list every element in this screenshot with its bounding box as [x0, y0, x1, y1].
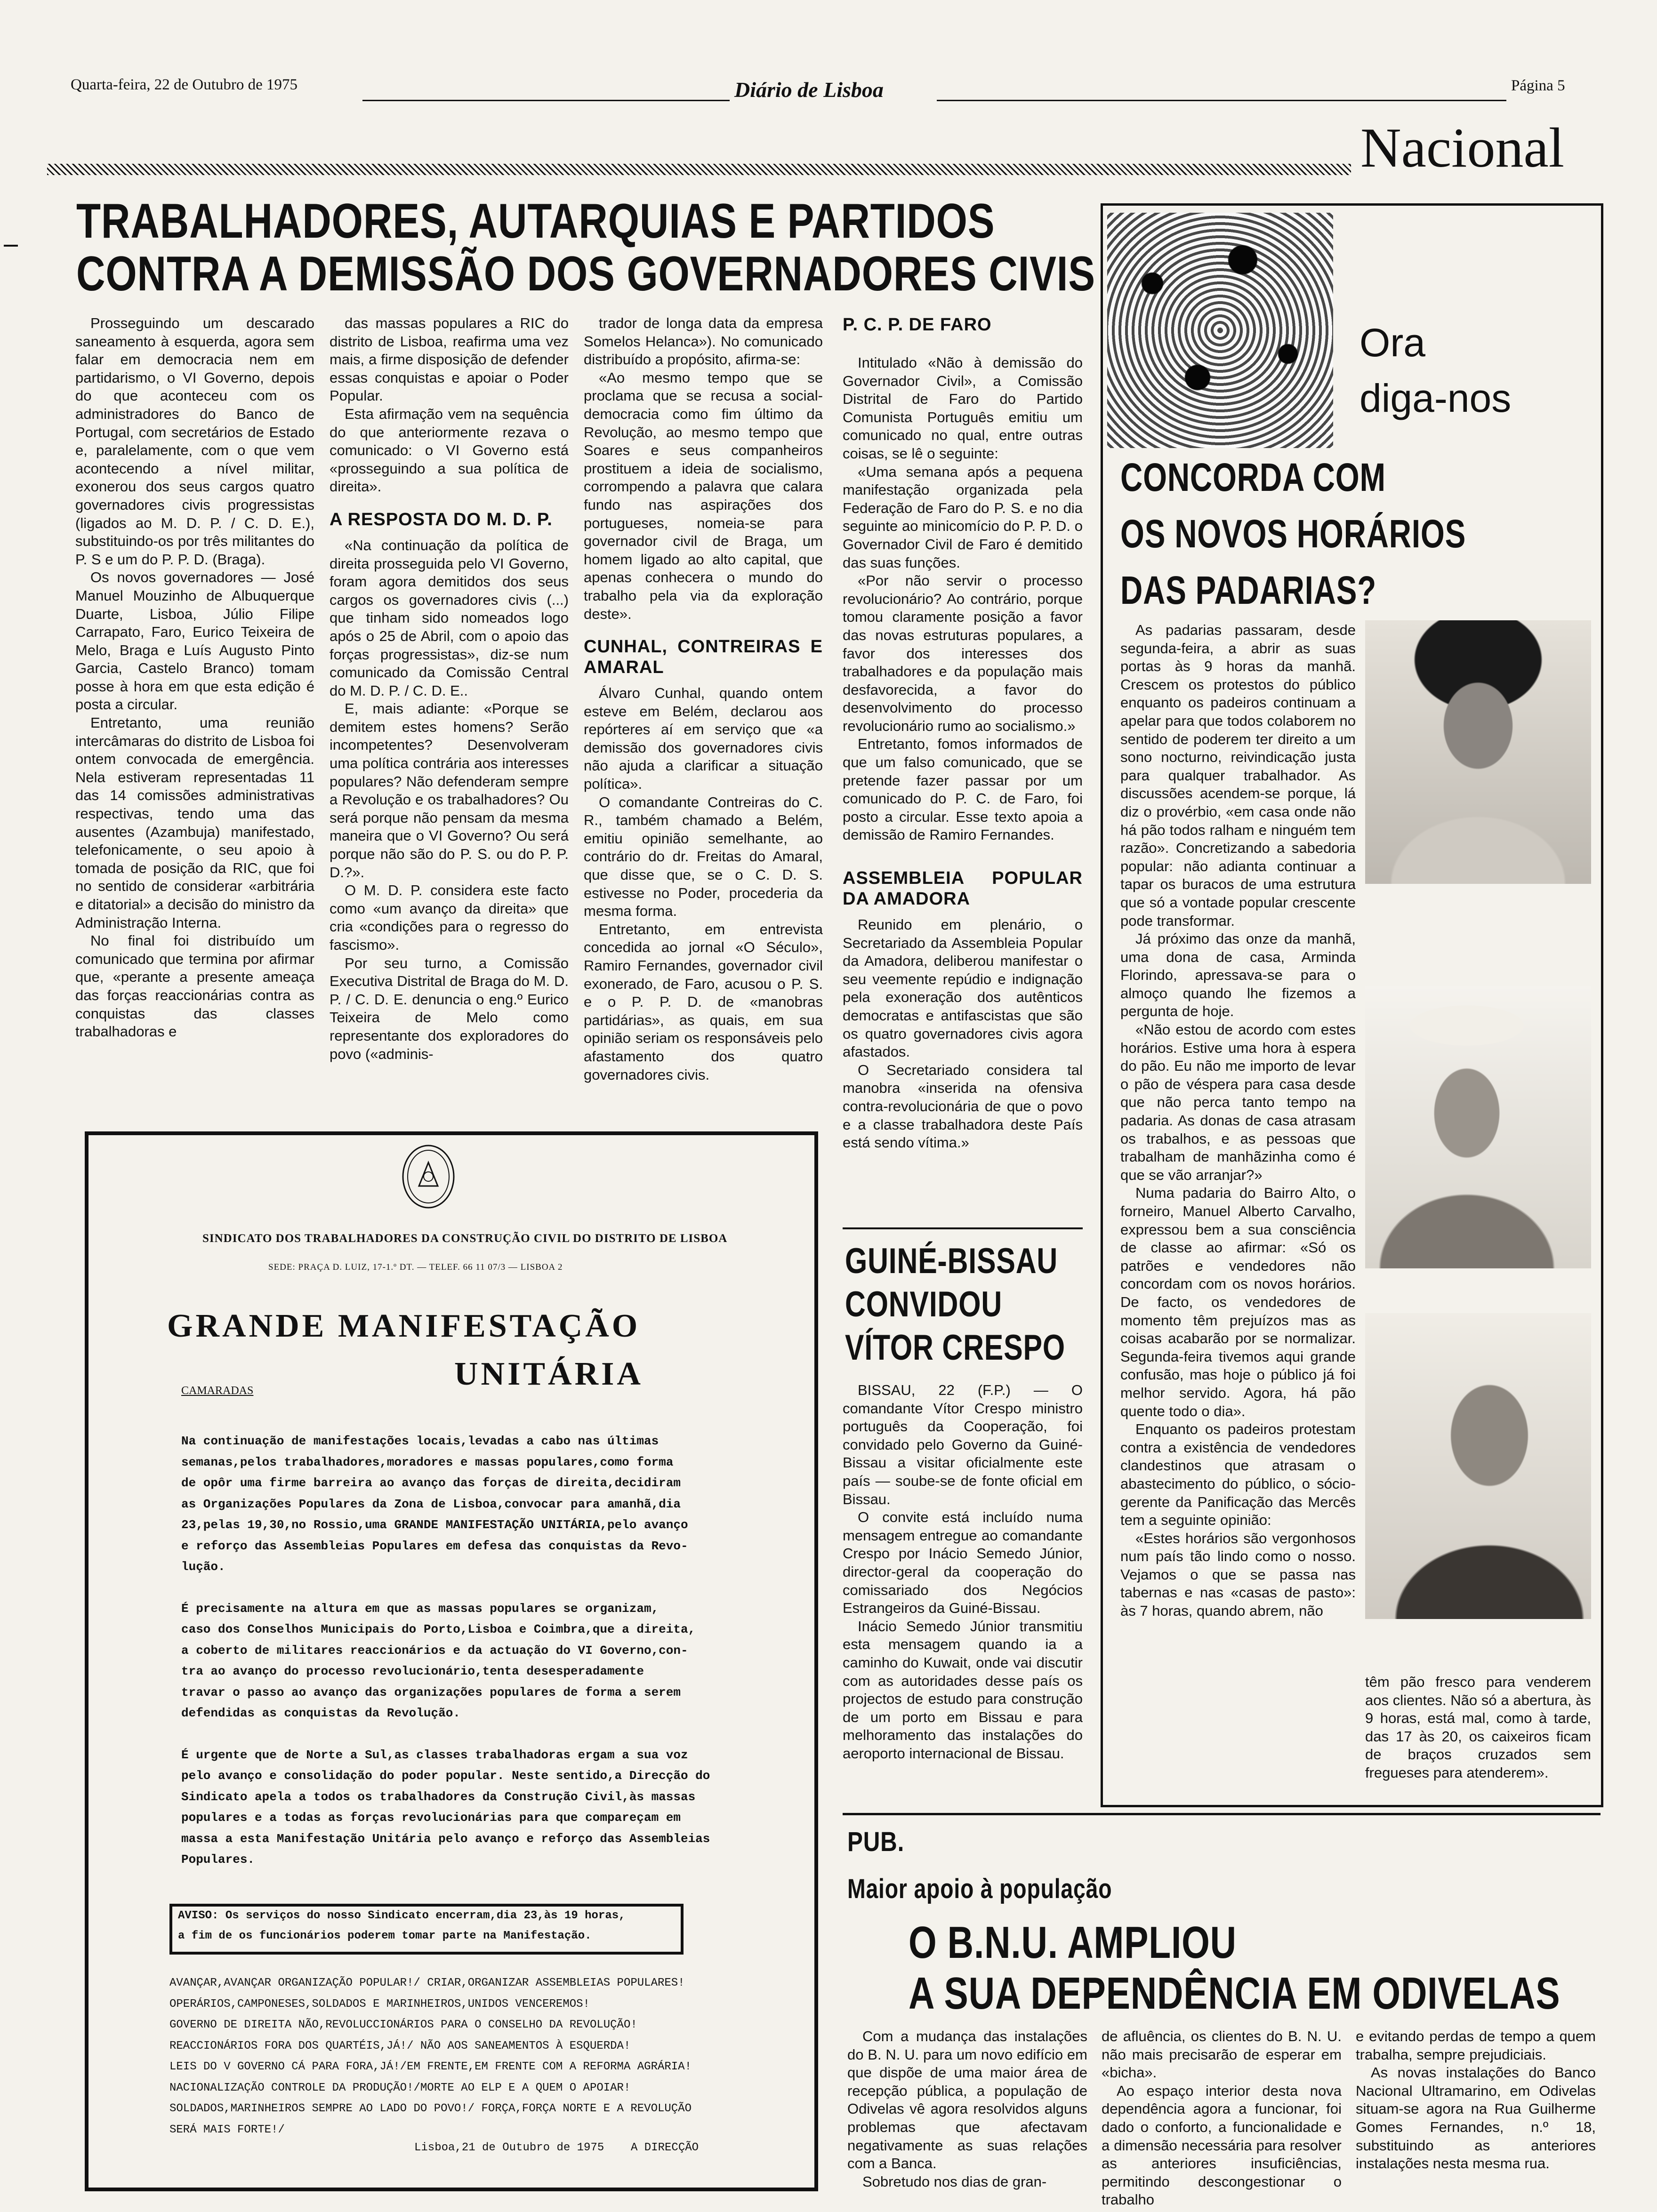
paragraph: Álvaro Cunhal, quando ontem esteve em Belém, declarou aos repórteres aí em serviço que «a demissão dos governadores civis não ajuda a clarificar a situação política». — [584, 685, 823, 793]
paragraph: As novas instalações do Banco Nacional Ultramarino, em Odivelas situam-se agora na Rua Guilherme Gomes Fernandes, n.º 18, substituindo as anteriores instalações nesta mesma rua. — [1356, 2064, 1596, 2172]
slogan-line: AVANÇAR,AVANÇAR ORGANIZAÇÃO POPULAR!/ CRIAR,ORGANIZAR ASSEMBLEIAS POPULARES! — [169, 1977, 685, 1989]
main-column-1 — [75, 314, 314, 1041]
paragraph: têm pão fresco para venderem aos clientes. Não só a abertura, às 9 horas, está mal, como à tarde, das 17 às 20, os caixeiros ficam de braços cruzados sem fregueses para atenderem». — [1365, 1674, 1591, 1781]
union-emblem-icon — [400, 1144, 457, 1210]
paragraph: Já próximo das onze da manhã, uma dona de casa, Arminda Florindo, apressava-se para o almoço quando lhe fizemos a pergunta de hoje. — [1120, 930, 1356, 1020]
paragraph: O comandante Contreiras do C. R., também chamado a Belém, emitiu opinião semelhante, ao contrário do dr. Freitas do Amaral, que disse que, se o C. D. S. estivesse no Poder, procederia da mesma forma. — [584, 793, 823, 920]
ad-line: defendidas as conquistas da Revolução. — [181, 1706, 460, 1720]
ad-salutation: CAMARADAS — [181, 1385, 254, 1397]
ad-body-text — [181, 1431, 710, 1870]
main-headline-line-2: CONTRA A DEMISSÃO DOS GOVERNADORES CIVIS — [76, 247, 1096, 301]
guine-top-rule — [843, 1227, 1083, 1229]
ad-title-line-1: GRANDE MANIFESTAÇÃO — [167, 1308, 641, 1344]
slogan-line: GOVERNO DE DIREITA NÃO,REVOLUCCIONÁRIOS PARA O CONSELHO DA REVOLUÇÃO! — [169, 2019, 637, 2031]
slogan-line: SERÁ MAIS FORTE!/ — [169, 2123, 285, 2136]
ad-line: Na continuação de manifestações locais,levadas a cabo nas últimas — [181, 1434, 659, 1448]
ad-signature-date: Lisboa,21 de Outubro de 1975 — [414, 2141, 604, 2154]
ad-line: pelo avanço e consolidação do poder popular. Neste sentido,a Direcção do — [181, 1769, 710, 1783]
subhead-mdp: A RESPOSTA DO M. D. P. — [330, 509, 553, 529]
paragraph: O Secretariado considera tal manobra «inserida na ofensiva contra-revolucionária de que o povo e a classe trabalhadora deste País está sendo vítima.» — [843, 1061, 1083, 1151]
subhead-pcp-faro: P. C. P. DE FARO — [843, 315, 992, 335]
ad-line — [181, 1578, 710, 1598]
ad-line: tra ao avanço do processo revolucionário,tenta desesperadamente — [181, 1664, 644, 1678]
page-number: Página 5 — [1511, 77, 1565, 94]
masthead-rule-right — [937, 100, 1506, 101]
paragraph: Entretanto, em entrevista concedida ao jornal «O Século», Ramiro Fernandes, governador civil exonerado, de Faro, acusou o P. S. e o P. P. D. de «manobras partidárias», as quais, em sua opinião seriam os responsáveis pelo afastamento dos quatro governadores civis. — [584, 921, 823, 1083]
ad-line: as Organizações Populares da Zona de Lisboa,convocar para amanhã,dia — [181, 1497, 681, 1511]
paragraph: Intitulado «Não à demissão do Governador Civil», a Comissão Distrital de Faro do Partido Comunista Português emitiu um comunicado no qual, entre outras coisas, se lê o seguinte: — [843, 354, 1083, 462]
paragraph: «Não estou de acordo com estes horários. Estive uma hora à espera do pão. Eu não me importo de levar o pão de véspera para casa desde que não perca tanto tempo na padaria. As donas de casa atrasam os trabalhos, e as pessoas que trabalham de manhãzinha como é que se vão arranjar?» — [1120, 1021, 1356, 1183]
guine-headline-line-2: CONVIDOU — [845, 1284, 1003, 1324]
paragraph: Reunido em plenário, o Secretariado da Assembleia Popular da Amadora, deliberou manifestar o seu veemente repúdio e indignação pela exoneração dos autênticos democratas e antifascistas que são os quatro governadores civis agora afastados. — [843, 916, 1083, 1060]
ad-line: lução. — [181, 1560, 225, 1574]
union-address: SEDE: PRAÇA D. LUIZ, 17-1.º DT. — TELEF. 66 11 07/3 — LISBOA 2 — [268, 1262, 563, 1272]
ad-line: e reforço das Assembleias Populares em defesa das conquistas da Revo- — [181, 1539, 688, 1553]
paragraph: O convite está incluído numa mensagem entregue ao comandante Crespo por Inácio Semedo Júnior, director-geral da cooperação do comissariado dos Negócios Estrangeiros da Guiné-Bissau. — [843, 1509, 1083, 1617]
newspaper-title: Diário de Lisboa — [734, 78, 884, 102]
guine-headline-line-1: GUINÉ-BISSAU — [845, 1241, 1058, 1281]
paragraph: Sobretudo nos dias de gran- — [862, 2173, 1047, 2190]
sidebar-headline-line-3: DAS PADARIAS? — [1120, 568, 1377, 612]
sidebar-kicker-1: Ora — [1359, 321, 1426, 365]
ad-notice-line-2: a fim de os funcionários poderem tomar parte na Manifestação. — [178, 1930, 592, 1942]
union-name: SINDICATO DOS TRABALHADORES DA CONSTRUÇÃO CIVIL DO DISTRITO DE LISBOA — [202, 1232, 728, 1245]
paragraph: «Estes horários são vergonhosos num país tão lindo como o nosso. Vejamos o que se passa nas tabernas e nas «casas de pasto»: às 7 horas, quando abrem, não — [1120, 1530, 1356, 1619]
paragraph: Ao espaço interior desta nova dependência agora a funcionar, foi dado o conforto, a funcionalidade e a dimensão necessária para resolver as anteriores insuficiências, permitindo descongestionar o trabalho — [1102, 2082, 1342, 2208]
ad-title-line-2: UNITÁRIA — [454, 1356, 643, 1392]
pub-headline-line-1: O B.N.U. AMPLIOU — [909, 1917, 1237, 1968]
main-headline-line-1: TRABALHADORES, AUTARQUIAS E PARTIDOS — [76, 194, 995, 248]
paragraph: Numa padaria do Bairro Alto, o forneiro, Manuel Alberto Carvalho, expressou bem a sua consciência de classe ao afirmar: «Só os patrões e vendedores não concordam com os novos horários. De facto, os vendedores de momento têm prejuízos mas as coisas acabarão por se normalizar. Segunda-feira tivemos aqui grande confusão, mas hoje o público já foi melhor servido. Agora, há pão quente todo o dia». — [1120, 1185, 1356, 1419]
paragraph: Os novos governadores — José Manuel Mouzinho de Albuquerque Duarte, Lisboa, Júlio Filipe Carrapato, Faro, Eurico Teixeira de Melo, Braga e Luís Augusto Pinto Garcia, Castelo Branco) tomam posse à hora em que esta edição é posta a circular. — [75, 569, 314, 713]
paragraph: trador de longa data da empresa Somelos Helanca»). No comunicado distribuído a propósito, afirma-se: — [584, 315, 823, 368]
slogan-line: SOLDADOS,MARINHEIROS SEMPRE AO LADO DO POVO!/ FORÇA,FORÇA NORTE E A REVOLUÇÃO — [169, 2102, 692, 2115]
paragraph: de afluência, os clientes do B. N. U. não mais precisarão de esperar em «bicha». — [1102, 2028, 1342, 2081]
ad-line: 23,pelas 19,30,no Rossio,uma GRANDE MANIFESTAÇÃO UNITÁRIA,pelo avanço — [181, 1518, 688, 1532]
guine-body — [843, 1381, 1083, 1763]
main-column-4 — [843, 314, 1083, 1152]
section-label: Nacional — [1360, 116, 1565, 179]
paragraph: Com a mudança das instalações do B. N. U. para um novo edifício em que dispõe de uma maior área de recepção pública, a população de Odivelas vê agora resolvidos alguns problemas que afectavam negativamente as suas relações com a Banca. — [847, 2028, 1087, 2172]
ad-line: massa a esta Manifestação Unitária pelo avanço e reforço das Assembleias — [181, 1831, 710, 1846]
pub-top-rule — [843, 1813, 1601, 1815]
main-column-3 — [584, 314, 823, 1084]
issue-date: Quarta-feira, 22 de Outubro de 1975 — [71, 76, 298, 93]
ad-line: semanas,pelos trabalhadores,moradores e massas populares,como forma — [181, 1455, 674, 1469]
paragraph: e evitando perdas de tempo a quem trabalha, sempre prejudiciais. — [1356, 2028, 1596, 2063]
ad-line: É precisamente na altura em que as massas populares se organizam, — [181, 1601, 659, 1616]
paragraph: Prosseguindo um descarado saneamento à esquerda, agora sem falar em democracia nem em partidarismo, o VI Governo, depois do que aconteceu com os administradores do Banco de Portugal, com secretários de Estado e, paralelamente, com o que vem acontecendo a nível militar, exonerou dos seus cargos quatro governadores civis progressistas (ligados ao M. D. P. / C. D. E.), substituindo-os por três militantes do P. S e um do P. P. D. (Braga). — [75, 315, 314, 568]
portrait-woman-photo — [1365, 620, 1591, 884]
sidebar-text — [1120, 621, 1356, 1620]
masthead-rule-left — [362, 100, 730, 101]
sidebar-kicker-2: diga-nos — [1359, 376, 1512, 420]
paragraph: As padarias passaram, desde segunda-feira, a abrir as suas portas às 9 horas da manhã. Crescem os protestos do público enquanto os padeiros continuam a apelar para que todos colaborem no sentido de poderem ter direito a um sono nocturno, reivindicação justa para qualquer trabalhador. As discussões acendem-se porque, lá diz o provérbio, «em casa onde não há pão todos ralham e ninguém tem razão». Concretizando a sabedoria popular: não adianta continuar a tapar os buracos de uma estrutura que só a vontade popular crescente pode transformar. — [1120, 622, 1356, 929]
paragraph: O M. D. P. considera este facto como «um avanço da direita» que cria «condições para o regresso do fascismo». — [330, 882, 569, 953]
ad-line: Sindicato apela a todos os trabalhadores da Construção Civil,às massas — [181, 1789, 696, 1804]
sidebar-headline-line-2: OS NOVOS HORÁRIOS — [1120, 512, 1466, 556]
slogan-line: OPERÁRIOS,CAMPONESES,SOLDADOS E MARINHEIROS,UNIDOS VENCEREMOS! — [169, 1997, 590, 2011]
portrait-young-man-photo — [1365, 986, 1591, 1268]
ad-line: Populares. — [181, 1852, 255, 1867]
paragraph: das massas populares a RIC do distrito de Lisboa, reafirma uma vez mais, a firme disposição de defender essas conquistas e apoiar o Poder Popular. — [330, 315, 569, 404]
pub-label: PUB. — [847, 1827, 905, 1857]
guine-headline-line-3: VÍTOR CRESPO — [845, 1328, 1065, 1368]
ad-signature: A DIRECÇÃO — [631, 2141, 699, 2154]
paragraph: «Por não servir o processo revolucionário? Ao contrário, porque tomou claramente posição a favor das novas estruturas populares, a favor dos interesses dos trabalhadores e da população mais desfavorecida, a favor do desenvolvimento do processo revolucionário rumo ao socialismo.» — [843, 572, 1083, 734]
ad-line: populares e a todas as forças revolucionárias para que compareçam em — [181, 1811, 681, 1825]
paragraph: Esta afirmação vem na sequência do que anteriormente rezava o comunicado: o VI Governo está «prosseguindo a sua política de direita». — [330, 405, 569, 495]
left-margin-mark — [4, 245, 18, 247]
slogan-line: NACIONALIZAÇÃO CONTROLE DA PRODUÇÃO!/MORTE AO ELP E A QUEM O APOIAR! — [169, 2081, 631, 2094]
paragraph: No final foi distribuído um comunicado que termina por afirmar que, «perante a presente ameaça das forças reaccionárias contra as conquistas das classes trabalhadoras e — [75, 932, 314, 1040]
paragraph: BISSAU, 22 (F.P.) — O comandante Vítor Crespo ministro português da Cooperação, foi convidado pelo Governo da Guiné-Bissau a visitar oficialmente este país — soube-se de fonte oficial em Bissau. — [843, 1382, 1083, 1507]
pub-column-2 — [1102, 2028, 1342, 2209]
sidebar-text-continued — [1365, 1673, 1591, 1782]
pub-headline-line-2: A SUA DEPENDÊNCIA EM ODIVELAS — [909, 1968, 1560, 2019]
ad-line — [181, 1724, 710, 1745]
ad-slogans — [169, 1973, 692, 2140]
portrait-older-man-photo — [1365, 1313, 1591, 1619]
paragraph: Inácio Semedo Júnior transmitiu esta mensagem quando ia a caminho do Kuwait, onde vai discutir com as autoridades desse país os projectos de estudo para construção de um porto em Bissau e para melhoramento das instalações do aeroporto internacional de Bissau. — [843, 1618, 1083, 1762]
section-hatch-bar — [47, 164, 1351, 175]
pub-kicker: Maior apoio à população — [847, 1874, 1112, 1904]
sidebar-headline-line-1: CONCORDA COM — [1120, 455, 1386, 499]
paragraph: Entretanto, uma reunião intercâmaras do distrito de Lisboa foi ontem convocada de emergência. Nela estiveram representadas 11 das 14 comissões administrativas respectivas, tendo uma das ausentes (Azambuja) manifestado, telefonicamente, o seu apoio à tomada de posição da RIC, que foi no sentido de considerar «arbitrária e ditatorial» a decisão do ministro da Administração Interna. — [75, 714, 314, 931]
subhead-cunhal: CUNHAL, CONTREIRAS E AMARAL — [584, 637, 823, 678]
paragraph: «Na continuação da política de direita prosseguida pelo VI Governo, foram agora demitidos dos seus cargos os governadores civis (...) que tinham sido nomeados logo após o 25 de Abril, com o apoio das forças progressistas», diz-se num comunicado da Comissão Central do M. D. P. / C. D. E.. — [330, 537, 569, 699]
main-column-2 — [330, 314, 569, 1063]
subhead-amadora: ASSEMBLEIA POPULAR DA AMADORA — [843, 868, 1083, 909]
slogan-line: REACCIONÁRIOS FORA DOS QUARTÉIS,JÁ!/ NÃO AOS SANEAMENTOS À ESQUERDA! — [169, 2039, 631, 2052]
paragraph: «Uma semana após a pequena manifestação organizada pela Federação de Faro do P. S. e no dia seguinte ao minicomício do P. P. D. o Governador Civil de Faro é demitido das suas funções. — [843, 463, 1083, 571]
ad-line: É urgente que de Norte a Sul,as classes trabalhadoras ergam a sua voz — [181, 1747, 688, 1762]
ad-line: caso dos Conselhos Municipais do Porto,Lisboa e Coimbra,que a direita, — [181, 1622, 696, 1636]
ad-notice-line-1: AVISO: Os serviços do nosso Sindicato encerram,dia 23,às 19 horas, — [178, 1909, 626, 1922]
pub-column-1 — [847, 2028, 1087, 2191]
paragraph: E, mais adiante: «Porque se demitem estes homens? Serão incompetentes? Desenvolveram uma política contrária aos interesses populares? Não defenderam sempre a Revolução e os trabalhadores? Ou será porque não pensam da mesma maneira que o VI Governo? Ou será porque não são do P. S. ou do P. P. D.?». — [330, 700, 569, 881]
sidebar-texture-image — [1107, 213, 1333, 448]
pub-column-3 — [1356, 2028, 1596, 2173]
paragraph: Enquanto os padeiros protestam contra a existência de vendedores clandestinos que atrasam o abastecimento do público, o sócio-gerente da Panificação das Mercês tem a seguinte opinião: — [1120, 1421, 1356, 1529]
paragraph: Entretanto, fomos informados de que um falso comunicado, que se pretende fazer passar por um comunicado do P. C. de Faro, foi posto a circular. Esse texto apoia a demissão de Ramiro Fernandes. — [843, 736, 1083, 843]
paragraph: Por seu turno, a Comissão Executiva Distrital de Braga do M. D. P. / C. D. E. denuncia o eng.º Eurico Teixeira de Melo como representante dos exploradores do povo («adminis- — [330, 954, 569, 1062]
ad-line: de opôr uma firme barreira ao avanço das forças de direita,decidiram — [181, 1476, 681, 1490]
slogan-line: LEIS DO V GOVERNO CÁ PARA FORA,JÁ!/EM FRENTE,EM FRENTE COM A REFORMA AGRÁRIA! — [169, 2060, 692, 2073]
ad-line: a coberto de militares reaccionários e da actuação do VI Governo,con- — [181, 1643, 688, 1658]
ad-line: travar o passo ao avanço das organizações populares de forma a serem — [181, 1685, 681, 1699]
paragraph: «Ao mesmo tempo que se proclama que se recusa a social-democracia como fim último da Revolução, ao mesmo tempo que Soares e seus companheiros prostituem a ideia de socialismo, corrompendo a palavra que calara fundo nas aspirações dos portugueses, nomeia-se para governador civil de Braga, um homem ligado ao alto capital, que apenas conhecera o mundo do trabalho pela via da exploração deste». — [584, 369, 823, 622]
